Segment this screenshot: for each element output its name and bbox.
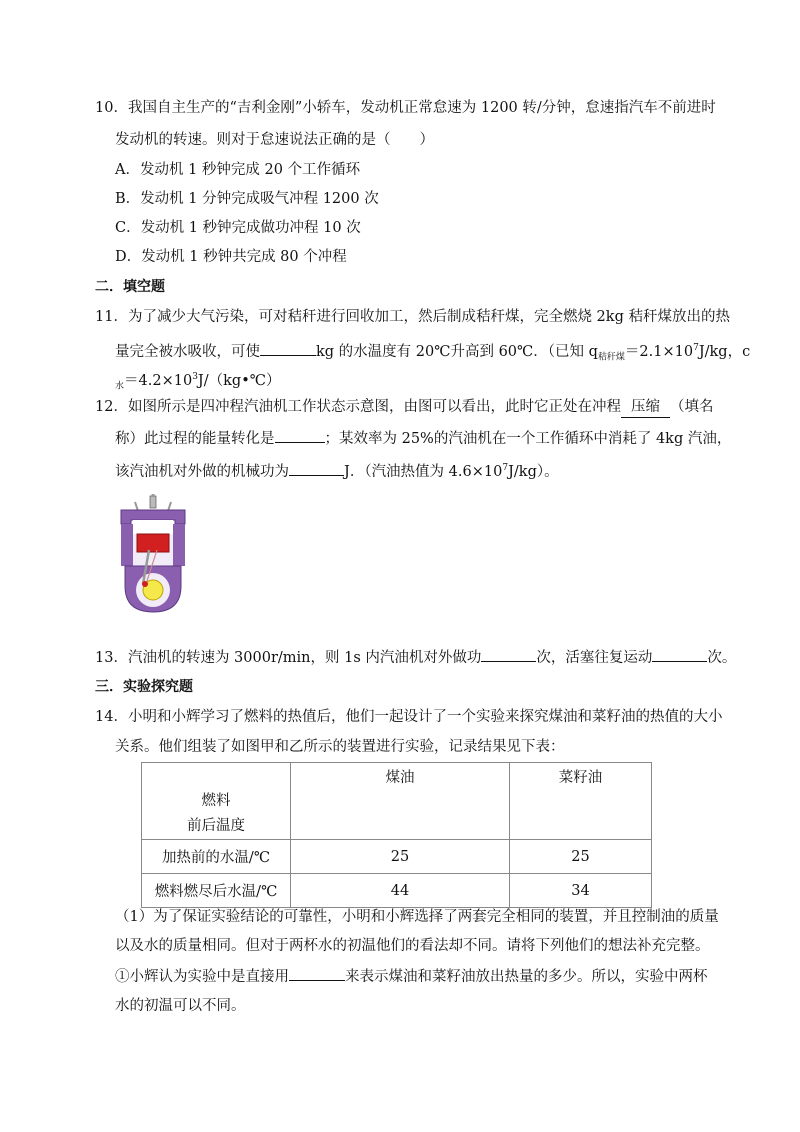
q10-option-a: A．发动机 1 秒钟完成 20 个工作循环 bbox=[115, 162, 361, 178]
q11-line-2 bbox=[115, 338, 750, 368]
table-cell: 44 bbox=[291, 874, 510, 908]
q12-line-1 bbox=[95, 397, 713, 418]
q11-text-e: ＝4.2×10 bbox=[124, 372, 193, 389]
q13-blank-piston bbox=[652, 647, 707, 662]
q11-sup-7: 7 bbox=[693, 343, 699, 353]
q10-option-b: B．发动机 1 分钟完成吸气冲程 1200 次 bbox=[115, 191, 379, 207]
q12-text-f: J．（汽油热值为 4.6×10 bbox=[344, 463, 503, 480]
table-header-kerosene: 煤油 bbox=[291, 763, 510, 840]
engine-diagram bbox=[113, 494, 193, 614]
q12-blank-work bbox=[289, 461, 344, 476]
q12-text-a: 12．如图所示是四冲程汽油机工作状态示意图，由图可以看出，此时它正处在冲程 bbox=[95, 399, 621, 415]
q10-option-d: D．发动机 1 秒钟共完成 80 个冲程 bbox=[115, 249, 347, 265]
table-row bbox=[142, 840, 652, 874]
q10-line-2: 发动机的转速。则对于怠速说法正确的是（ ） bbox=[115, 132, 434, 148]
q12-text-c: 称）此过程的能量转化是 bbox=[115, 431, 275, 447]
q10-option-c: C．发动机 1 秒钟完成做功冲程 10 次 bbox=[115, 220, 361, 236]
q11-text-b: kg 的水温度有 20℃升高到 60℃．（已知 q bbox=[316, 343, 598, 360]
q13-line bbox=[95, 647, 736, 668]
table-row bbox=[142, 874, 652, 908]
q12-sup-7: 7 bbox=[502, 463, 509, 473]
q11-sub-water: 水 bbox=[115, 381, 125, 392]
q11-line-1: 11．为了减少大气污染，可对秸秆进行回收加工，然后制成秸秆煤，完全燃烧 2kg 秸秆煤放出的热 bbox=[95, 309, 730, 325]
table-cell: 25 bbox=[510, 840, 652, 874]
q10-line-1: 10．我国自主生产的“吉利金刚”小轿车，发动机正常怠速为 1200 转/分钟，怠速指汽车不前进时 bbox=[95, 100, 716, 116]
q14-part1-line-4: 水的初温可以不同。 bbox=[115, 998, 246, 1014]
q13-text-a: 13．汽油机的转速为 3000r/min，则 1s 内汽油机对外做功 bbox=[95, 650, 482, 666]
q11-text-d: J/kg，c bbox=[698, 343, 751, 360]
q12-line-2 bbox=[115, 428, 731, 449]
q14-line-2: 关系。他们组装了如图甲和乙所示的装置进行实验，记录结果见下表： bbox=[115, 739, 565, 755]
table-cell: 34 bbox=[510, 874, 652, 908]
corner-label-temp: 前后温度 bbox=[187, 818, 245, 834]
q12-text-b: （填名 bbox=[669, 399, 714, 415]
q14-blank-measure bbox=[289, 966, 345, 981]
q11-answer-blank bbox=[260, 341, 316, 356]
q14-part1-line-1: （1）为了保证实验结论的可靠性，小明和小辉选择了两套完全相同的装置，并且控制油的质量 bbox=[115, 909, 719, 925]
spark-plug-icon bbox=[150, 496, 156, 508]
q12-line-3 bbox=[115, 458, 559, 482]
q11-sub-straw: 秸秆煤 bbox=[597, 352, 625, 363]
q12-blank-energy bbox=[275, 428, 325, 443]
table-row-label: 加热前的水温/℃ bbox=[142, 840, 291, 874]
corner-label-fuel: 燃料 bbox=[201, 793, 231, 809]
q13-text-c: 次。 bbox=[707, 650, 737, 666]
q14-text-a: ①小辉认为实验中是直接用 bbox=[115, 969, 289, 985]
q11-text-c: ＝2.1×10 bbox=[624, 343, 694, 360]
table-header-row bbox=[142, 763, 652, 840]
table-row-label: 燃料燃尽后水温/℃ bbox=[142, 874, 291, 908]
q11-text-a: 量完全被水吸收，可使 bbox=[115, 343, 260, 360]
q11-text-f: J/（kg•℃） bbox=[197, 372, 281, 389]
q13-blank-work bbox=[481, 647, 536, 662]
q12-text-d: ；某效率为 25%的汽油机在一个工作循环中消耗了 4kg 汽油， bbox=[324, 431, 732, 447]
fuel-temperature-table bbox=[141, 762, 652, 908]
q13-text-b: 次，活塞往复运动 bbox=[536, 650, 653, 666]
q12-answer-stroke: 压缩 bbox=[621, 397, 670, 418]
q14-part1-line-3 bbox=[115, 966, 708, 987]
piston-icon bbox=[137, 534, 169, 552]
table-cell: 25 bbox=[291, 840, 510, 874]
q14-part1-line-2: 以及水的质量相同。但对于两杯水的初温他们的看法却不同。请将下列他们的想法补充完整。 bbox=[115, 938, 710, 954]
q14-line-1: 14．小明和小辉学习了燃料的热值后，他们一起设计了一个实验来探究煤油和菜籽油的热值的大小 bbox=[95, 709, 723, 725]
q12-text-e: 该汽油机对外做的机械功为 bbox=[115, 463, 289, 480]
q11-sup-3: 3 bbox=[192, 372, 198, 382]
table-header-rapeseed: 菜籽油 bbox=[510, 763, 652, 840]
q14-text-b: 来表示煤油和菜籽油放出热量的多少。所以，实验中两杯 bbox=[345, 969, 708, 985]
q11-line-3 bbox=[115, 367, 280, 397]
table-corner-cell bbox=[142, 763, 291, 840]
q12-text-g: J/kg）。 bbox=[508, 463, 559, 480]
section-title-experiment: 三．实验探究题 bbox=[95, 679, 193, 695]
section-title-fill-blank: 二．填空题 bbox=[95, 279, 165, 295]
